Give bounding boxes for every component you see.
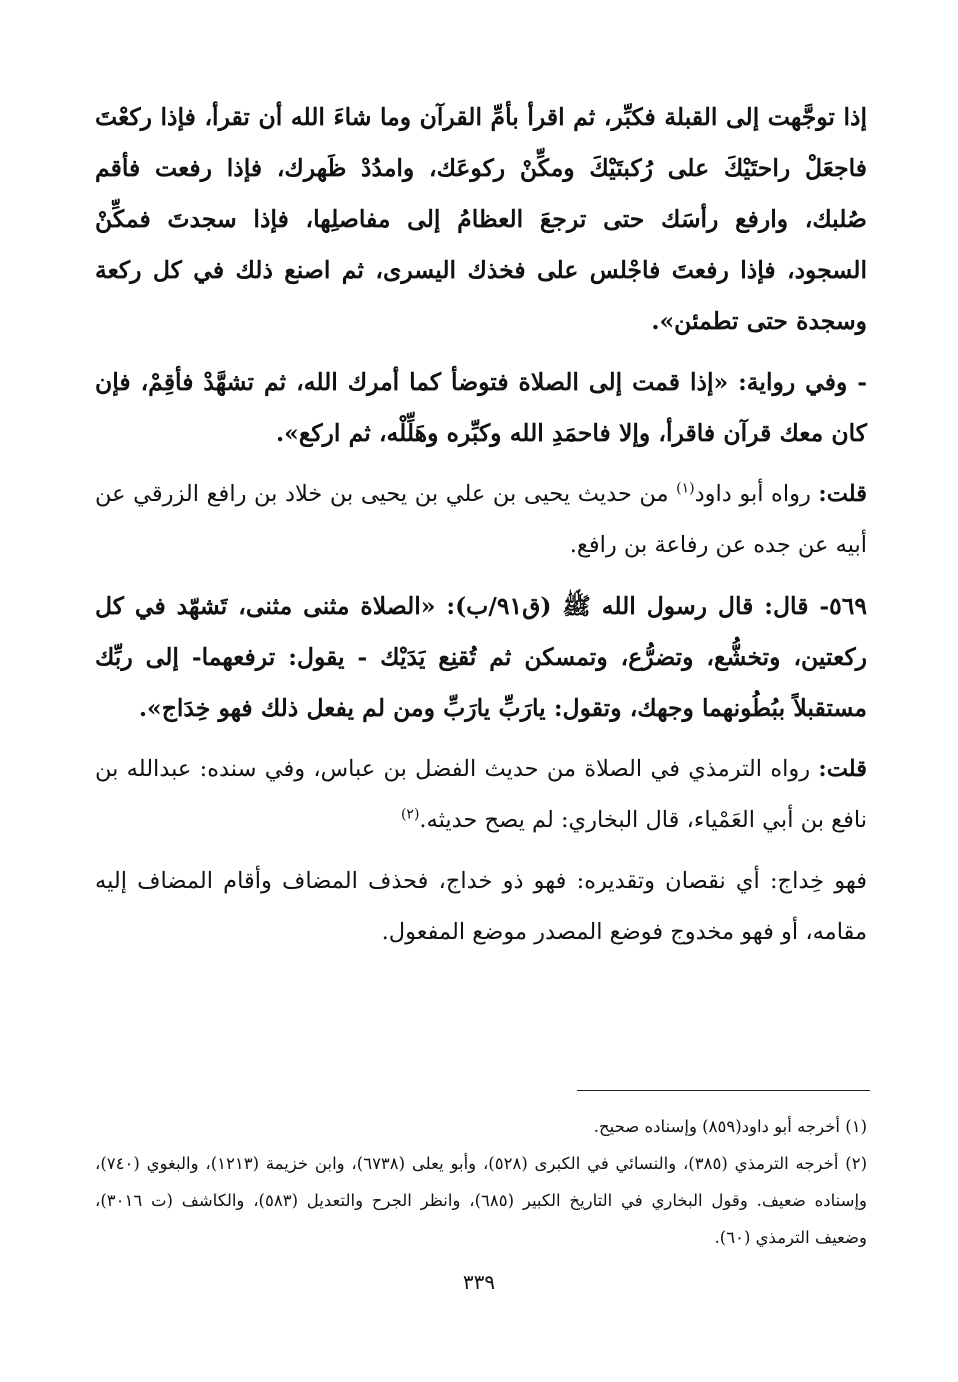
footnotes (95, 1108, 867, 1256)
footnote-1: (١) أخرجه أبو داود(٨٥٩) وإسناده صحيح. (593, 1117, 867, 1136)
commentary-2 (95, 744, 867, 846)
hadith-569 (95, 581, 867, 734)
commentary-label: قلت: (818, 481, 867, 507)
footnote-separator (577, 1090, 870, 1091)
footnote-ref-1: (١) (676, 480, 695, 497)
commentary-text: من حديث يحيى بن علي بن يحيى بن خلاد بن رافع الزرقي عن أبيه عن جده عن رفاعة بن رافع. (95, 481, 867, 558)
page-number: ٣٣٩ (462, 1270, 496, 1294)
alternate-narration: - وفي رواية: «إذا قمت إلى الصلاة فتوضأ كما أمرك الله، ثم تشهَّدْ فأقِمْ، فإن كان معك قرآن فاقرأ، وإلا فاحمَدِ الله وكبِّره وهَلِّلْه، ثم اركع». (95, 368, 867, 447)
commentary-label: قلت: (818, 756, 867, 782)
hadith-continuation: إذا توجَّهت إلى القبلة فكبِّر، ثم اقرأ بأمِّ القرآن وما شاءَ الله أن تقرأ، فإذا ركعْتَ فاجعَلْ راحتَيْكَ على رُكبتَيْكَ ومكِّنْ ركوعَك، وامدُدْ ظَهرك، فإذا رفعت فأقم صُلبك، وارفع رأسَك حتى ترجعَ العظامُ إلى مفاصلِها، فإذا سجدتَ فمكِّنْ السجود، فإذا رفعتَ فاجْلس على فخذك اليسرى، ثم اصنع ذلك في كل ركعة وسجدة حتى تطمئن». (95, 103, 867, 335)
hadith-number: ٥٦٩- (808, 592, 867, 620)
commentary-text: رواه الترمذي في الصلاة من حديث الفضل بن عباس، وفي سنده: عبدالله بن نافع بن أبي العَمْياء، قال البخاري: لم يصح حديثه. (95, 756, 867, 833)
main-text (95, 92, 867, 968)
commentary-text: رواه أبو داود (694, 481, 819, 507)
commentary-1 (95, 469, 867, 571)
hadith-text: قال: قال رسول الله ﷺ (ق٩١/ب): «الصلاة مثنى مثنى، تَشهّد في كل ركعتين، وتخشُّع، وتضرُّع، وتمسكن ثم تُقنِع يَدَيْك - يقول: ترفعهما- إلى ربِّك مستقبلاً ببُطُونهما وجهك، وتقول: يارَبِّ يارَبِّ ومن لم يفعل ذلك فهو خِدَاج». (95, 592, 867, 722)
footnote-2: (٢) أخرجه الترمذي (٣٨٥)، والنسائي في الكبرى (٥٢٨)، وأبو يعلى (٦٧٣٨)، وابن خزيمة (١٢١٣)، والبغوي (٧٤٠)، وإسناده ضعيف. وقول البخاري في التاريخ الكبير (٦٨٥)، وانظر الجرح والتعديل (٥٨٣)، والكاشف (ت ٣٠١٦)، وضعيف الترمذي (٦٠). (95, 1154, 868, 1247)
khidaj-explanation: فهو خِداج: أي نقصان وتقديره: فهو ذو خداج، فحذف المضاف وأقام المضاف إليه مقامه، أو فهو مخدوج فوضع المصدر موضع المفعول. (95, 868, 867, 945)
footnote-ref-2: (٢) (400, 806, 420, 823)
